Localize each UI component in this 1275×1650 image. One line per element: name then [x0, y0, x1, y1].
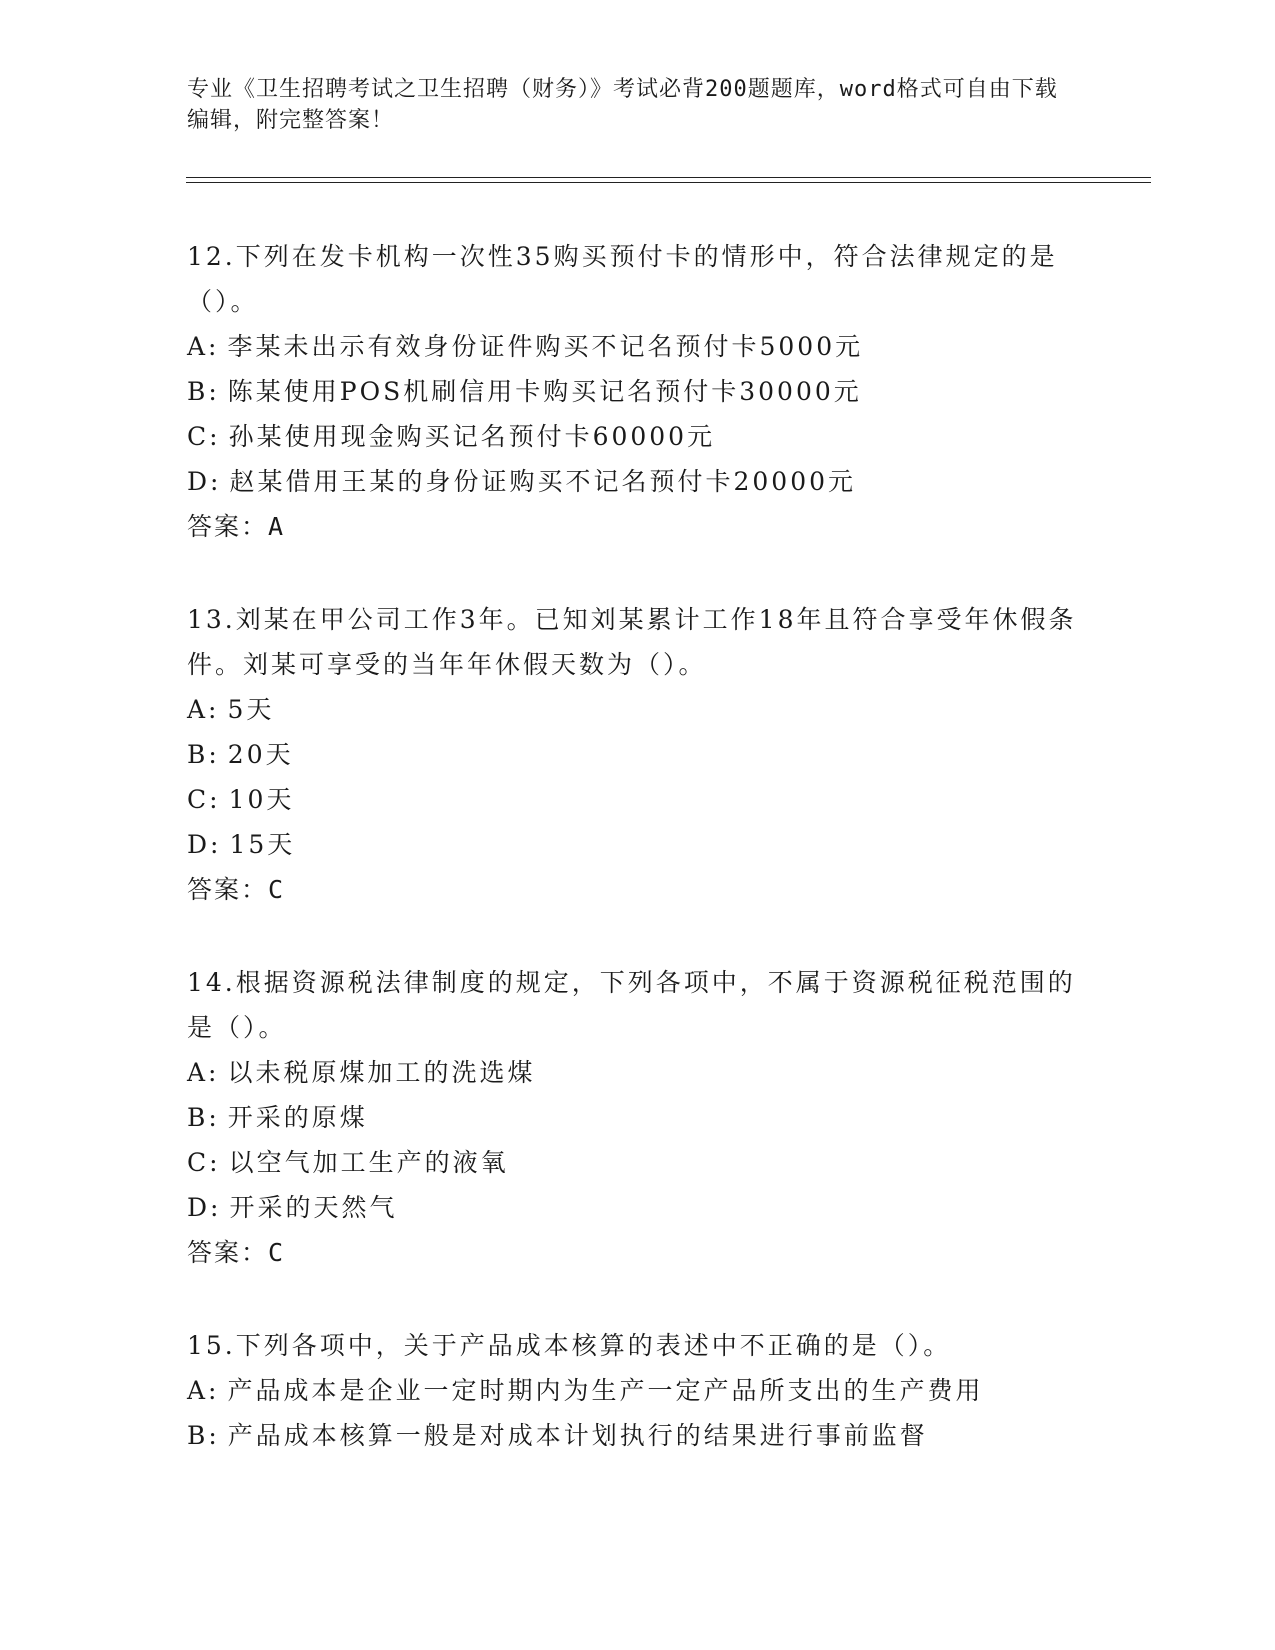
- option-key: C:: [187, 422, 221, 451]
- document-header: 专业《卫生招聘考试之卫生招聘（财务）》考试必背200题题库，word格式可自由下载编辑，附完整答案！: [187, 77, 1058, 133]
- question-stem: 12.下列在发卡机构一次性35购买预付卡的情形中，符合法律规定的是（）。: [187, 242, 1058, 316]
- option-text: 5天: [227, 695, 275, 724]
- option-key: A:: [187, 332, 220, 361]
- option-text: 10天: [228, 785, 295, 814]
- question-15: [187, 1323, 1077, 1458]
- option-d: [187, 1185, 1077, 1230]
- option-c: [187, 1140, 1077, 1185]
- question-13: [187, 597, 1077, 912]
- option-text: 李某未出示有效身份证件购买不记名预付卡5000元: [227, 332, 864, 361]
- option-key: B:: [187, 377, 220, 406]
- option-key: D:: [187, 467, 222, 496]
- option-c: [187, 414, 1077, 459]
- option-key: B:: [187, 1103, 220, 1132]
- option-key: C:: [187, 785, 221, 814]
- option-text: 产品成本核算一般是对成本计划执行的结果进行事前监督: [227, 1421, 928, 1450]
- option-d: [187, 459, 1077, 504]
- option-text: 以空气加工生产的液氧: [228, 1148, 509, 1177]
- question-stem: 13.刘某在甲公司工作3年。已知刘某累计工作18年且符合享受年休假条件。刘某可享受的当年年休假天数为（）。: [187, 605, 1077, 679]
- header-divider-top: [186, 177, 1151, 178]
- option-key: A:: [187, 1376, 220, 1405]
- question-12: [187, 234, 1077, 549]
- answer: 答案：C: [187, 1238, 286, 1267]
- question-stem: 14.根据资源税法律制度的规定，下列各项中，不属于资源税征税范围的是（）。: [187, 968, 1076, 1042]
- header-divider-bottom: [186, 182, 1151, 183]
- option-text: 开采的天然气: [229, 1193, 398, 1222]
- option-b: [187, 732, 1077, 777]
- answer: 答案：A: [187, 512, 286, 541]
- option-key: C:: [187, 1148, 221, 1177]
- option-key: B:: [187, 740, 220, 769]
- question-14: [187, 960, 1077, 1275]
- option-a: [187, 687, 1077, 732]
- option-b: [187, 369, 1077, 414]
- answer: 答案：C: [187, 875, 286, 904]
- option-text: 以未税原煤加工的洗选煤: [227, 1058, 536, 1087]
- option-b: [187, 1095, 1077, 1140]
- option-key: A:: [187, 695, 220, 724]
- option-text: 孙某使用现金购买记名预付卡60000元: [228, 422, 716, 451]
- option-key: A:: [187, 1058, 220, 1087]
- option-text: 陈某使用POS机刷信用卡购买记名预付卡30000元: [227, 377, 862, 406]
- option-text: 赵某借用王某的身份证购买不记名预付卡20000元: [229, 467, 856, 496]
- option-a: [187, 1368, 1077, 1413]
- option-a: [187, 324, 1077, 369]
- option-key: B:: [187, 1421, 220, 1450]
- option-key: D:: [187, 830, 222, 859]
- option-c: [187, 777, 1077, 822]
- option-text: 15天: [229, 830, 296, 859]
- option-key: D:: [187, 1193, 222, 1222]
- option-b: [187, 1413, 1077, 1458]
- option-text: 产品成本是企业一定时期内为生产一定产品所支出的生产费用: [227, 1376, 984, 1405]
- option-text: 开采的原煤: [227, 1103, 368, 1132]
- option-a: [187, 1050, 1077, 1095]
- option-text: 20天: [227, 740, 294, 769]
- question-stem: 15.下列各项中，关于产品成本核算的表述中不正确的是（）。: [187, 1331, 952, 1360]
- option-d: [187, 822, 1077, 867]
